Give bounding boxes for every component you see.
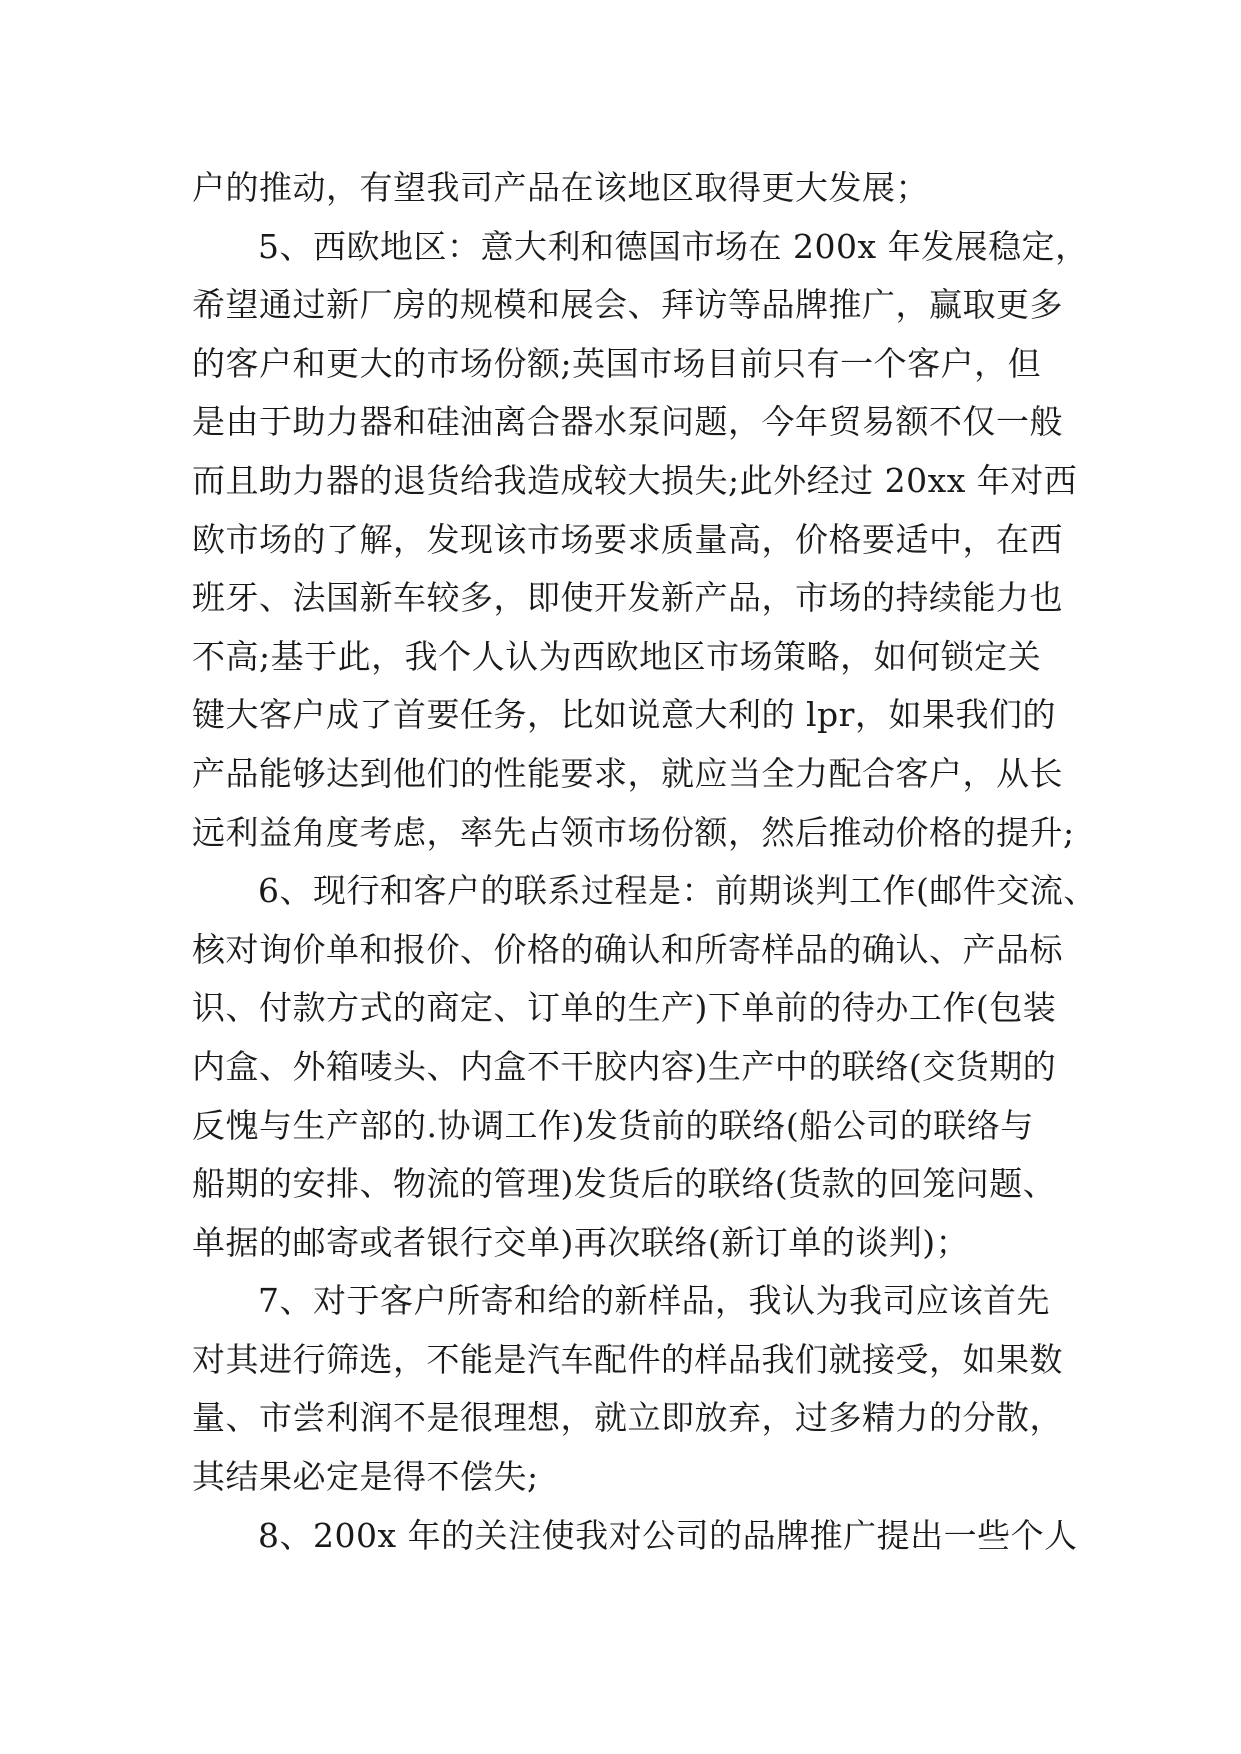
text-line: 欧市场的了解，发现该市场要求质量高，价格要适中，在西 [192, 519, 1063, 559]
paragraph-first-line: 5、西欧地区：意大利和德国市场在 200x 年发展稳定， [258, 226, 1089, 266]
text-line: 希望通过新厂房的规模和展会、拜访等品牌推广，赢取更多 [192, 285, 1063, 325]
text-line: 单据的邮寄或者银行交单)再次联络(新订单的谈判)； [192, 1222, 970, 1262]
text-line: 对其进行筛选，不能是汽车配件的样品我们就接受，如果数 [192, 1339, 1063, 1379]
text-line: 户的推动，有望我司产品在该地区取得更大发展； [192, 168, 929, 207]
text-line: 键大客户成了首要任务，比如说意大利的 lpr，如果我们的 [192, 695, 1056, 735]
text-line: 的客户和更大的市场份额;英国市场目前只有一个客户，但 [192, 343, 1042, 383]
paragraph-first-line: 8、200x 年的关注使我对公司的品牌推广提出一些个人 [258, 1515, 1078, 1555]
text-line: 量、市尝利润不是很理想，就立即放弃，过多精力的分散， [192, 1398, 1063, 1438]
text-line: 核对询价单和报价、价格的确认和所寄样品的确认、产品标 [192, 929, 1063, 969]
paragraph-first-line: 7、对于客户所寄和给的新样品，我认为我司应该首先 [258, 1281, 1050, 1321]
text-line: 其结果必定是得不偿失; [192, 1457, 539, 1497]
body-text [192, 159, 1097, 1565]
text-line: 产品能够达到他们的性能要求，就应当全力配合客户，从长 [192, 753, 1063, 793]
text-line: 是由于助力器和硅油离合器水泵问题，今年贸易额不仅一般 [192, 402, 1063, 442]
text-line: 反愧与生产部的.协调工作)发货前的联络(船公司的联络与 [192, 1105, 1034, 1145]
text-line: 而且助力器的退货给我造成较大损失;此外经过 20xx 年对西 [192, 460, 1078, 500]
text-line: 班牙、法国新车较多，即使开发新产品，市场的持续能力也 [192, 578, 1063, 618]
paragraph-first-line: 6、现行和客户的联系过程是：前期谈判工作(邮件交流、 [258, 871, 1097, 911]
text-line: 内盒、外箱唛头、内盒不干胶内容)生产中的联络(交货期的 [192, 1046, 1057, 1086]
text-line: 识、付款方式的商定、订单的生产)下单前的待办工作(包装 [192, 988, 1057, 1028]
text-line: 远利益角度考虑，率先占领市场份额，然后推动价格的提升; [192, 812, 1075, 852]
text-line: 不高;基于此，我个人认为西欧地区市场策略，如何锁定关 [192, 636, 1042, 676]
text-line: 船期的安排、物流的管理)发货后的联络(货款的回笼问题、 [192, 1164, 1057, 1204]
